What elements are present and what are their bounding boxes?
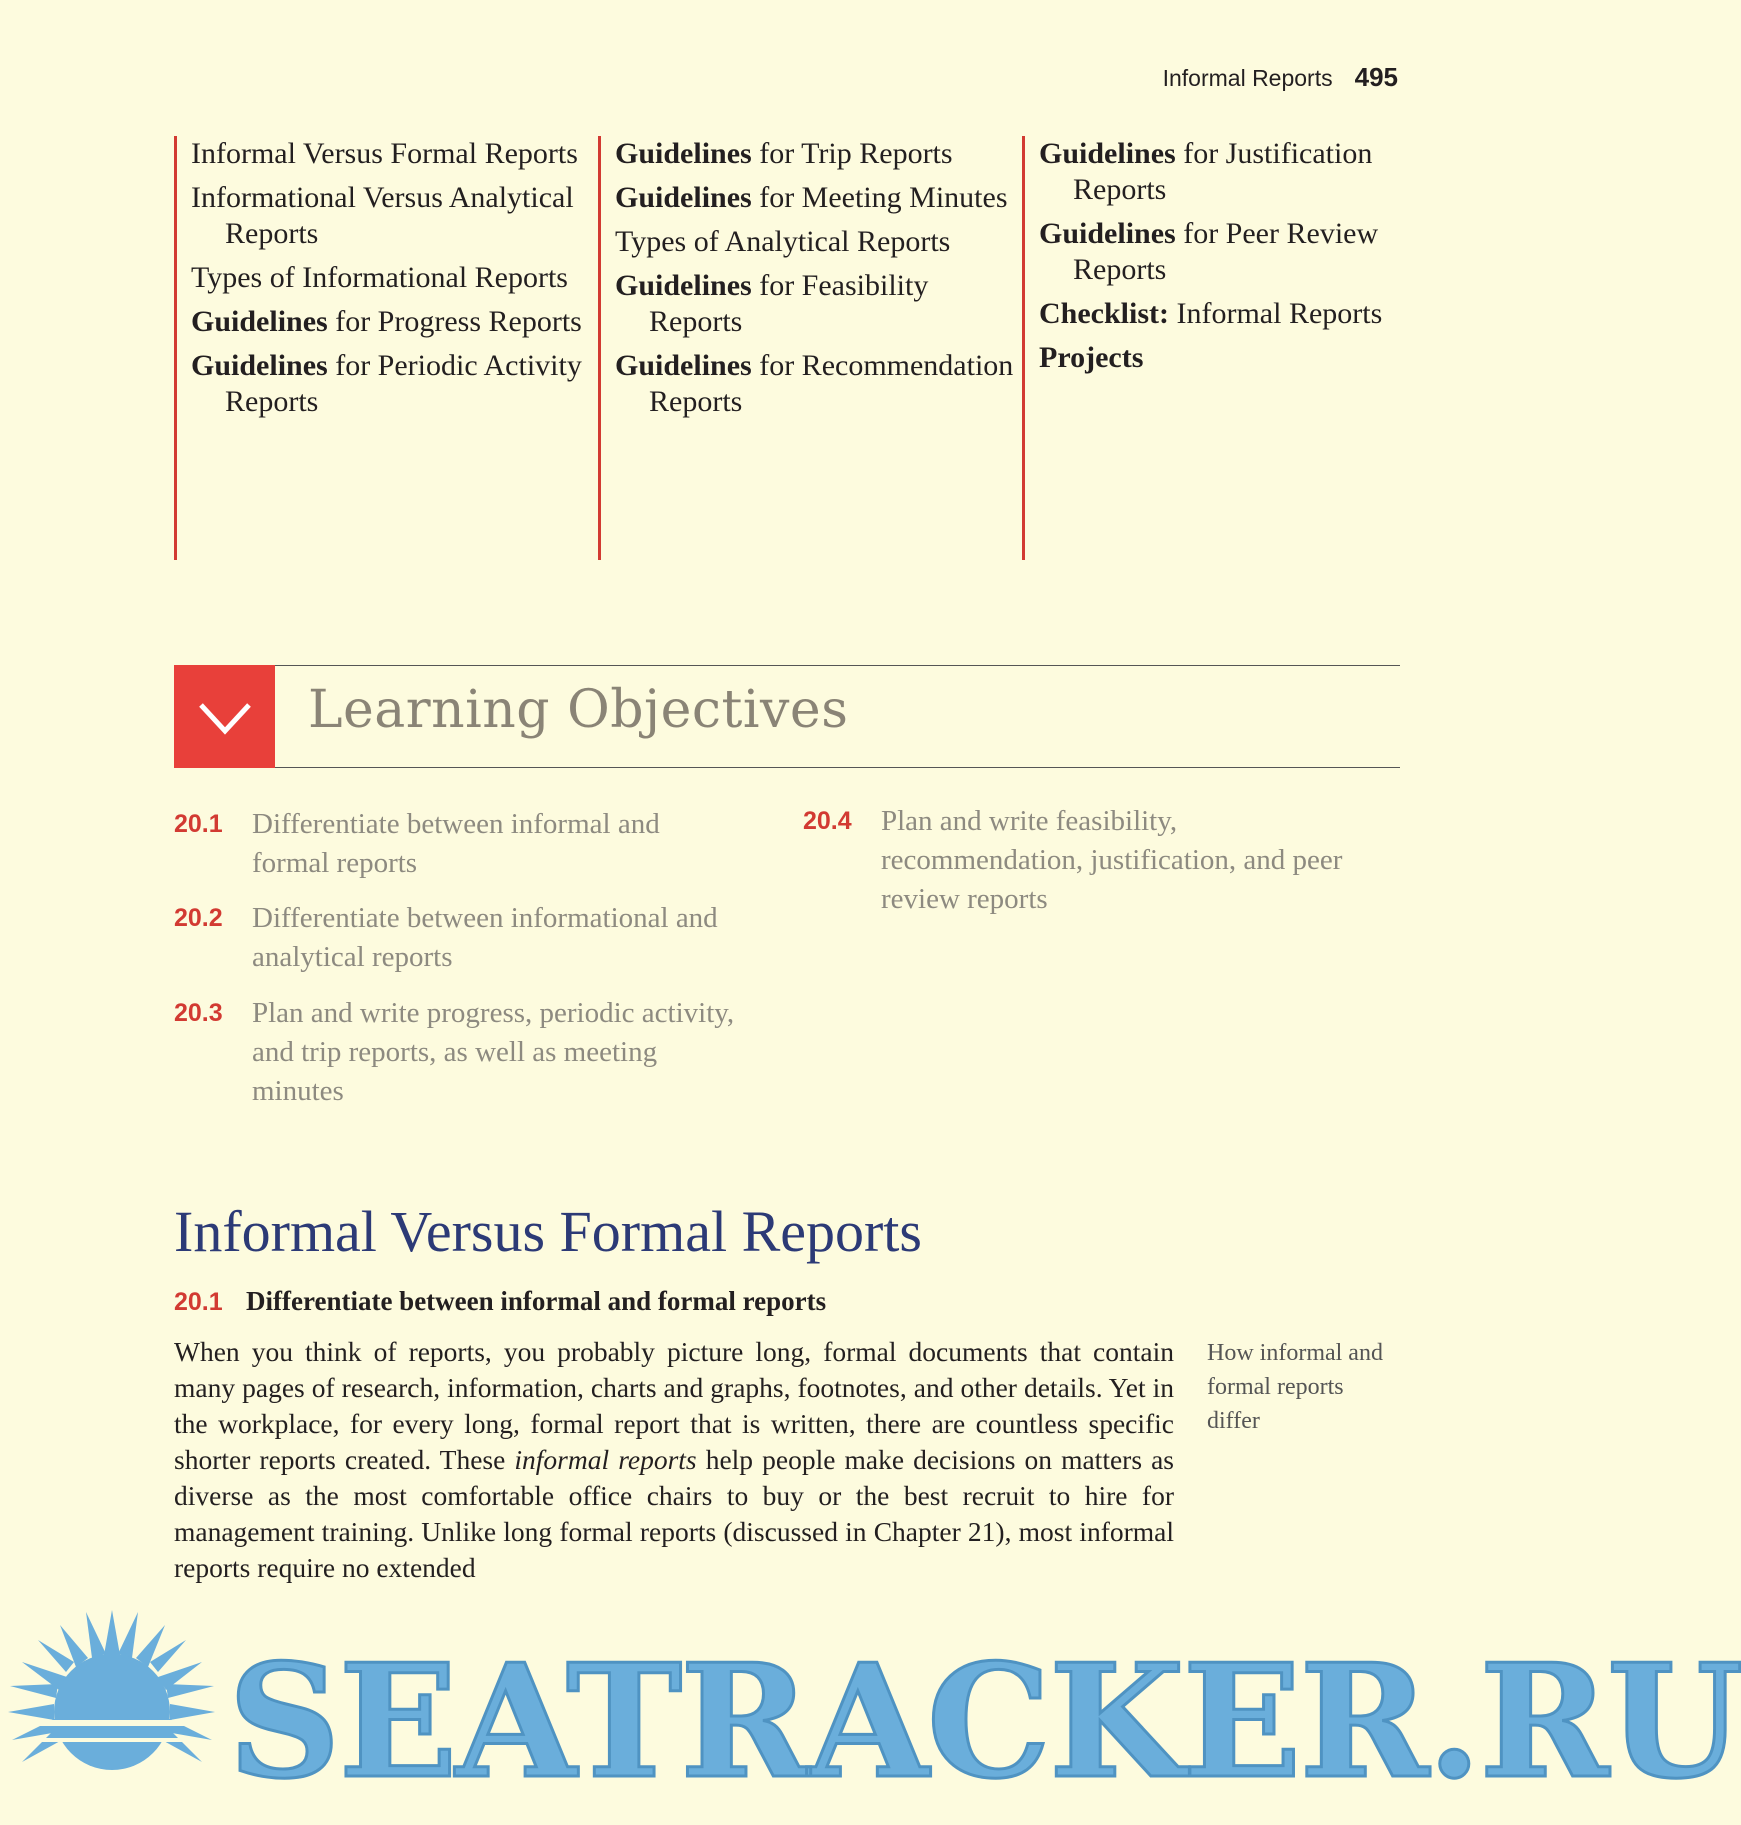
section-objective-text: Differentiate between informal and formal reports [246,1286,827,1316]
objective-number: 20.2 [174,904,223,932]
objective-item [174,994,754,1111]
objective-item [174,899,764,977]
toc-item[interactable]: Types of Informational Reports [191,261,568,294]
section-objective-number: 20.1 [174,1288,223,1316]
toc-item[interactable]: Projects [1039,341,1144,374]
objective-text: Plan and write progress, periodic activity, and trip reports, as well as meeting minutes [252,997,735,1107]
watermark-text: SEATRACKER.RU [228,1630,1741,1813]
margin-note: How informal and formal reports differ [1207,1340,1383,1434]
toc-item[interactable]: Guidelines for Peer Review Reports [1039,217,1379,286]
toc-item[interactable]: Guidelines for Trip Reports [615,137,953,170]
running-head [1163,62,1398,93]
objective-number: 20.4 [803,807,852,835]
divider [174,767,1400,768]
learning-objectives-badge [174,665,275,768]
objective-text: Differentiate between informational and analytical reports [252,902,718,973]
chapter-contents [174,136,1404,560]
sun-icon [0,1600,225,1825]
objective-number: 20.3 [174,999,223,1027]
body-paragraph: When you think of reports, you probably picture long, formal documents that contain many pages of research, information, charts and graphs, footnotes, and other details. Yet in the workplace, for every long, formal report that is written, there are countless specific shorter reports created. These informal reports help people make decisions on matters as diverse as the most comfortable office chairs to buy or the best recruit to hire for management training. Unlike long formal reports (discussed in Chapter 21), most informal reports require no extended [174,1336,1174,1583]
toc-item[interactable]: Guidelines for Periodic Activity Reports [191,349,582,418]
chevron-down-icon [198,701,252,737]
section-title: Informal Versus Formal Reports [174,1199,922,1264]
toc-item[interactable]: Guidelines for Justification Reports [1039,137,1373,206]
page-number: 495 [1354,62,1398,92]
running-head-title: Informal Reports [1162,65,1333,91]
toc-item[interactable]: Types of Analytical Reports [615,225,951,258]
toc-item[interactable]: Informal Versus Formal Reports [191,137,578,170]
learning-objectives-title: Learning Objectives [308,680,849,740]
toc-item[interactable]: Informational Versus Analytical Reports [191,181,574,250]
toc-column-2 [598,136,1022,560]
objective-text: Differentiate between informal and formal reports [252,808,660,879]
section-objective [174,1286,826,1317]
toc-item[interactable]: Guidelines for Feasibility Reports [615,269,929,338]
toc-item[interactable]: Guidelines for Meeting Minutes [615,181,1008,214]
objective-item [174,805,744,883]
toc-column-3 [1022,136,1402,560]
objective-number: 20.1 [174,810,223,838]
toc-item[interactable]: Guidelines for Progress Reports [191,305,582,338]
objective-text: Plan and write feasibility, recommendation, justification, and peer review reports [881,805,1343,915]
toc-column-1 [174,136,598,560]
toc-item[interactable]: Checklist: Informal Reports [1039,297,1383,330]
divider [174,665,1400,666]
toc-item[interactable]: Guidelines for Recommendation Reports [615,349,1014,418]
watermark [0,1600,1741,1825]
objective-item [803,802,1383,919]
